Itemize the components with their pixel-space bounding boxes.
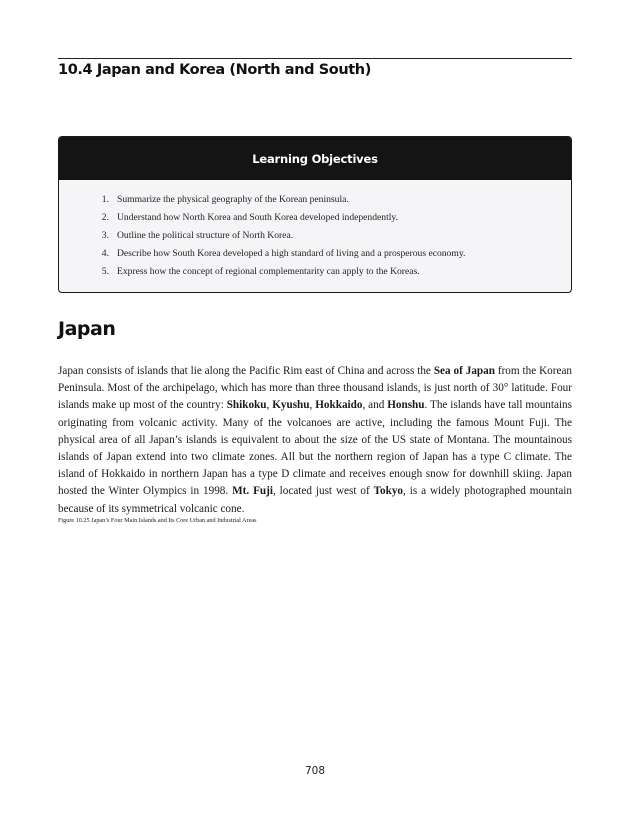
learning-objectives-list: [59, 180, 571, 281]
term-mt-fuji: Mt. Fuji: [232, 485, 273, 498]
objective-number: 3.: [101, 230, 109, 241]
objective-item: [59, 227, 571, 245]
term-shikoku: Shikoku: [226, 399, 267, 412]
objective-number: 2.: [101, 212, 109, 223]
objective-number: 5.: [101, 266, 109, 277]
term-kyushu: Kyushu: [272, 399, 310, 412]
term-tokyo: Tokyo: [373, 485, 404, 498]
learning-objectives-heading: Learning Objectives: [252, 151, 378, 166]
objective-text: Summarize the physical geography of the Korean peninsula.: [117, 194, 349, 205]
objective-number: 4.: [101, 248, 109, 259]
objective-item: [59, 245, 571, 263]
paragraph-text: Japan consists of islands that lie along the Pacific Rim east of China and across the: [58, 365, 434, 377]
objective-text: Outline the political structure of North Korea.: [117, 230, 294, 241]
objective-item: [59, 263, 571, 281]
section-title: 10.4 Japan and Korea (North and South): [58, 62, 371, 78]
learning-objectives-box: [58, 136, 572, 293]
objective-text: Understand how North Korea and South Korea developed independently.: [117, 212, 398, 223]
term-hokkaido: Hokkaido: [315, 399, 363, 412]
japan-heading: Japan: [58, 318, 116, 340]
paragraph-text: , and: [362, 399, 388, 412]
paragraph-text: . The islands have tall mountains originating from volcanic activity. Many of the volcanoes are active, including the famous Mount Fuji. The physical area of all Japan’s islands is equivalent to about the size of the US state of Montana. The mountainous islands of Japan extend into two climate zones. All but the northern region of Japan has a type C climate. The island of Hokkaido in northern Japan has a type D climate and receives enough snow for downhill skiing. Japan hosted the Winter Olympics in 1998.: [58, 399, 573, 498]
learning-objectives-header: [59, 137, 571, 180]
paragraph-text: ,: [266, 399, 273, 412]
objective-number: 1.: [101, 194, 109, 205]
japan-paragraph: [58, 363, 572, 518]
objective-item: [59, 191, 571, 209]
term-honshu: Honshu: [387, 399, 425, 412]
page-number: 708: [304, 765, 326, 777]
objective-text: Describe how South Korea developed a high standard of living and a prosperous economy.: [117, 248, 466, 259]
term-sea-of-japan: Sea of Japan: [433, 365, 495, 377]
paragraph-text: ,: [309, 399, 316, 412]
top-rule: [58, 58, 572, 59]
objective-item: [59, 209, 571, 227]
figure-caption: Figure 10.25 Japan’s Four Main Islands and Its Core Urban and Industrial Areas: [58, 517, 257, 524]
paragraph-text: , is a widely photographed mountain because of its symmetrical volcanic cone.: [58, 485, 572, 515]
paragraph-text: , located just west of: [272, 485, 374, 498]
objective-text: Express how the concept of regional complementarity can apply to the Koreas.: [117, 266, 420, 277]
paragraph-text: from the Korean Peninsula. Most of the archipelago, which has more than three thousand islands, is just north of 30° latitude. Four islands make up most of the country:: [58, 365, 573, 412]
